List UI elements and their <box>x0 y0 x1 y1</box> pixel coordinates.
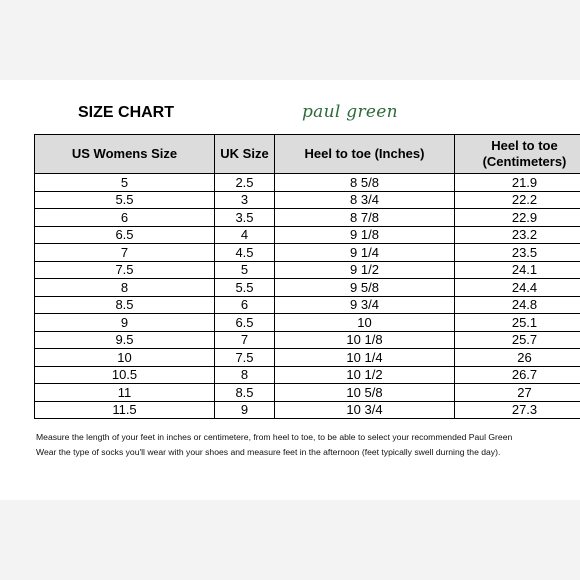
cell-us-size: 9.5 <box>35 331 215 349</box>
cell-us-size: 6 <box>35 209 215 227</box>
cell-us-size: 8 <box>35 279 215 297</box>
cell-inches: 8 5/8 <box>275 174 455 192</box>
note-line: Measure the length of your feet in inches or centimetere, from heel to toe, to be able to select your recommended Paul Green <box>36 432 513 442</box>
cell-centimeters: 22.9 <box>455 209 580 227</box>
table-row <box>35 209 580 227</box>
cell-us-size: 7 <box>35 244 215 262</box>
cell-centimeters: 27 <box>455 384 580 402</box>
cell-us-size: 6.5 <box>35 226 215 244</box>
cell-us-size: 5 <box>35 174 215 192</box>
table-row <box>35 401 580 419</box>
cell-centimeters: 22.2 <box>455 191 580 209</box>
cell-centimeters: 23.5 <box>455 244 580 262</box>
cell-centimeters: 23.2 <box>455 226 580 244</box>
cell-uk-size: 8.5 <box>215 384 275 402</box>
cell-us-size: 8.5 <box>35 296 215 314</box>
table-row <box>35 296 580 314</box>
cell-centimeters: 25.7 <box>455 331 580 349</box>
table-row <box>35 174 580 192</box>
cell-uk-size: 5.5 <box>215 279 275 297</box>
column-header-uk-size: UK Size <box>215 135 275 174</box>
table-row <box>35 191 580 209</box>
table-row <box>35 226 580 244</box>
cell-uk-size: 2.5 <box>215 174 275 192</box>
cell-centimeters: 27.3 <box>455 401 580 419</box>
column-header-centimeters: Heel to toe (Centimeters) <box>455 135 580 174</box>
cell-us-size: 7.5 <box>35 261 215 279</box>
table-row <box>35 279 580 297</box>
cell-centimeters: 21.9 <box>455 174 580 192</box>
cell-us-size: 9 <box>35 314 215 332</box>
cell-inches: 10 5/8 <box>275 384 455 402</box>
cell-inches: 10 1/4 <box>275 349 455 367</box>
cell-us-size: 10 <box>35 349 215 367</box>
cell-centimeters: 24.8 <box>455 296 580 314</box>
cell-inches: 8 7/8 <box>275 209 455 227</box>
table-row <box>35 244 580 262</box>
table-row <box>35 366 580 384</box>
table-row <box>35 261 580 279</box>
cell-centimeters: 24.4 <box>455 279 580 297</box>
cell-inches: 9 3/4 <box>275 296 455 314</box>
cell-uk-size: 6.5 <box>215 314 275 332</box>
cell-uk-size: 8 <box>215 366 275 384</box>
cell-inches: 10 <box>275 314 455 332</box>
brand-logo: paul green <box>302 102 398 122</box>
cell-uk-size: 4.5 <box>215 244 275 262</box>
measurement-notes <box>36 430 580 460</box>
cell-us-size: 11.5 <box>35 401 215 419</box>
column-header-inches: Heel to toe (Inches) <box>275 135 455 174</box>
cell-uk-size: 7.5 <box>215 349 275 367</box>
cell-inches: 9 5/8 <box>275 279 455 297</box>
cell-uk-size: 3 <box>215 191 275 209</box>
table-row <box>35 349 580 367</box>
size-chart-sheet <box>0 80 580 500</box>
size-table <box>34 134 580 419</box>
cell-centimeters: 26 <box>455 349 580 367</box>
cell-inches: 8 3/4 <box>275 191 455 209</box>
cell-uk-size: 4 <box>215 226 275 244</box>
cell-centimeters: 26.7 <box>455 366 580 384</box>
cell-us-size: 10.5 <box>35 366 215 384</box>
column-header-us-size: US Womens Size <box>35 135 215 174</box>
cell-inches: 9 1/4 <box>275 244 455 262</box>
cell-centimeters: 25.1 <box>455 314 580 332</box>
cell-inches: 10 1/8 <box>275 331 455 349</box>
table-header-row <box>35 135 580 174</box>
cell-uk-size: 5 <box>215 261 275 279</box>
table-row <box>35 384 580 402</box>
page-title: SIZE CHART <box>78 104 174 121</box>
cell-centimeters: 24.1 <box>455 261 580 279</box>
cell-uk-size: 3.5 <box>215 209 275 227</box>
cell-uk-size: 6 <box>215 296 275 314</box>
cell-us-size: 5.5 <box>35 191 215 209</box>
table-row <box>35 331 580 349</box>
cell-uk-size: 7 <box>215 331 275 349</box>
cell-uk-size: 9 <box>215 401 275 419</box>
cell-inches: 10 1/2 <box>275 366 455 384</box>
table-row <box>35 314 580 332</box>
note-line: Wear the type of socks you'll wear with your shoes and measure feet in the afternoon (feet typically swell durning the day). <box>36 447 501 457</box>
cell-inches: 10 3/4 <box>275 401 455 419</box>
cell-us-size: 11 <box>35 384 215 402</box>
cell-inches: 9 1/2 <box>275 261 455 279</box>
cell-inches: 9 1/8 <box>275 226 455 244</box>
